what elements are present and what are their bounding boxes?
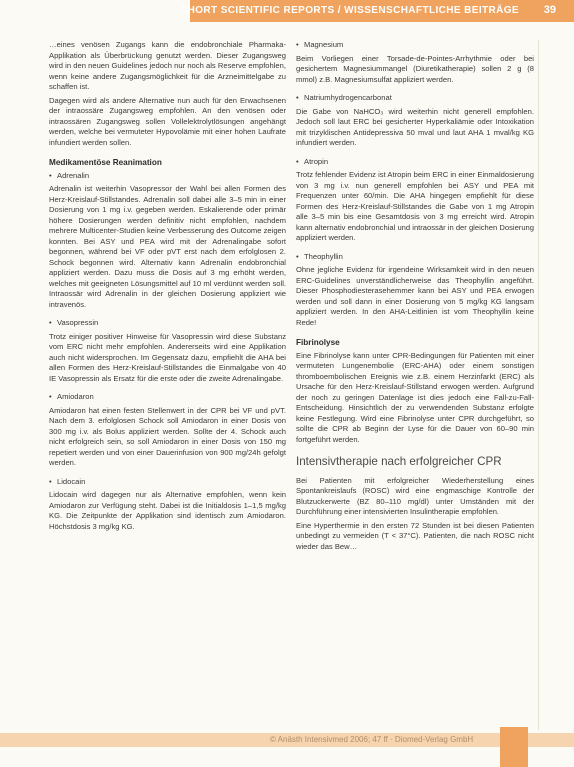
page-number: 39 bbox=[543, 4, 556, 16]
lidocain-block bbox=[49, 477, 286, 533]
natrium-block bbox=[296, 93, 534, 149]
theophyllin-block bbox=[296, 252, 534, 329]
fibrinolyse-text: Eine Fibrinolyse kann unter CPR-Bedingungen für Patienten mit einer vermuteten Lungenembolie (ERC-AHA) oder einem sonstigen thromboembolischen Ereignis wie z.B. einem Herzinfarkt (ERC) als Ursache für den Herz-Kreislauf-Stillstand erwogen werden. Aufgrund der noch zu geringen Datenlage ist dies jedoch eine Fall-zu-Fall-Entscheidung. Hinsichtlich der zu verwendenden Substanz erfolgte keine Festlegung. Wird eine Fibrinolyse unter CPR durchgeführt, so sollte die CPR ab Beginn der Lyse für die Dauer von 60–90 min fortgeführt werden. bbox=[296, 350, 534, 444]
page-header bbox=[0, 0, 574, 22]
bullet-icon: • bbox=[49, 392, 52, 401]
theophyllin-text: Ohne jegliche Evidenz für irgendeine Wirksamkeit wird in den neuen ERC-Guidelines unverständlicherweise das Theophyllin angeführt. Dieser Phosphodiesterasehemmer kann bei ASY und PEA erwogen werden und soll dann in einer Dosierung von 5 mg/kg KG langsam appliziert werden. In den AHA-Leitlinien ist vom Theophyllin keine Rede! bbox=[296, 265, 534, 327]
header-band bbox=[180, 0, 574, 22]
left-column bbox=[49, 40, 286, 540]
amiodaron-text: Amiodaron hat einen festen Stellenwert in der CPR bei VF und pVT. Nach dem 3. erfolglosen Schock soll Amiodaron in einer Dosis von 300 mg i.v. als Bolus appliziert werden. Sollte der 4. Schock auch nicht erfolgreich sein, so soll Amiodaron in einer Dosis von 150 mg repetiert werden und von einer Dauerinfusion von 900 mg/24h gefolgt werden. bbox=[49, 405, 286, 467]
amiodaron-title: • Amiodaron bbox=[49, 392, 94, 401]
intro-paragraph-2: Dagegen wird als andere Alternative nun auch für den Erwachsenen der intraossäre Zugangsweg empfohlen. An den venösen oder intraossären Zugangsweg sollen Vollelektrolytlösungen angehängt werden, welche bei vermuteter Hypovolämie mit einer hohen Laufrate infundiert werden sollen. bbox=[49, 95, 286, 147]
magnesium-text: Beim Vorliegen einer Torsade-de-Pointes-Arrhythmie oder bei gesichertem Magnesiummangel (Diuretikatherapie) sollen 2 g (8 mmol) z.B. Magnesiumsulfat appliziert werden. bbox=[296, 53, 534, 84]
page-footer bbox=[0, 733, 574, 765]
intro-paragraph-1: …eines venösen Zugangs kann die endobronchiale Pharmaka-Applikation als Überbrückung genutzt werden. Dieser Zugangsweg wird in den neuen Guidelines jedoch nur noch als Reserve empfohlen, wenn keine andere Zugangsmöglichkeit für die Arzneimittelgabe zu schaffen ist. bbox=[49, 40, 286, 91]
natrium-text: Die Gabe von NaHCO₃ wird weiterhin nicht generell empfohlen. Jedoch soll laut ERC bei gesicherter Hyperkaliämie oder Intoxikation mit trizyklischen Antidepressiva 50 mval und laut AHA 1 mval/kg KG infundiert werden. bbox=[296, 106, 534, 147]
intensiv-paragraph-2: Eine Hyperthermie in den ersten 72 Stunden ist bei diesen Patienten unbedingt zu vermeiden (T < 37°C). Patienten, die nach ROSC nicht wieder das Bew… bbox=[296, 520, 534, 551]
margin-divider bbox=[538, 40, 539, 730]
magnesium-title: • Magnesium bbox=[296, 40, 344, 49]
bullet-icon: • bbox=[296, 40, 299, 49]
adrenalin-block bbox=[49, 171, 286, 311]
bullet-icon: • bbox=[296, 93, 299, 102]
atropin-text: Trotz fehlender Evidenz ist Atropin beim ERC in einer Einmaldosierung von 3 mg i.v. nun generell empfohlen bei ASY und PEA mit Frequenzen unter 60/min. Die AHA hingegen empfiehlt für diese Formen des Herz-Kreislauf-Stillstandes die Gabe von 1 mg Atropin alle 3–5 min bis eine Gesamtdosis von 3 mg erreicht wird. Atropin kann alternativ endobronchial und intraossär in der gleichen Dosierung appliziert werden. bbox=[296, 170, 534, 242]
atropin-title: • Atropin bbox=[296, 156, 329, 166]
intensiv-heading: Intensivtherapie nach erfolgreicher CPR bbox=[296, 455, 502, 468]
intensiv-paragraph-1: Bei Patienten mit erfolgreicher Wiederherstellung eines Spontankreislaufs (ROSC) wird eine engmaschige Kontrolle der Blutzuckerwerte (BZ 80–110 mg/dl) unter Umständen mit der Durchführung einer intensivierten Insulintherapie empfohlen. bbox=[296, 475, 534, 516]
lidocain-title: • Lidocain bbox=[49, 476, 86, 486]
vasopressin-title: • Vasopressin bbox=[49, 318, 99, 327]
right-column bbox=[296, 40, 534, 555]
atropin-block bbox=[296, 157, 534, 244]
vasopressin-text: Trotz einiger positiver Hinweise für Vasopressin wird diese Substanz vom ERC nicht mehr empfohlen. Andererseits wird eine Applikation auch nicht widersprochen. Im Gegensatz dazu, empfiehlt die AHA bei allen Formen des Herz-Kreislauf-Stillstandes die Einmalgabe von 40 IE Vasopressin als Ersatz für die erste oder die zweite Adrenalingabe. bbox=[49, 331, 286, 383]
fibrinolyse-heading: Fibrinolyse bbox=[296, 338, 340, 347]
theophyllin-title: • Theophyllin bbox=[296, 251, 343, 261]
adrenalin-text: Adrenalin ist weiterhin Vasopressor der Wahl bei allen Formen des Herz-Kreislauf-Stillstandes. Adrenalin soll dabei alle 3–5 min in einer Dosierung von 1 mg i.v. gegeben werden. Eskalierende oder primär höhere Dosierungen werden definitiv nicht empfohlen, nachdem mehrere Multicenter-Studien keine Verbesserung des Outcome zeigen konnten. Bei ASY und PEA wird mit der Adrenalingabe sofort begonnen, während bei VF oder pVT erst nach dem erfolglosen 2. Schock begonnen wird. Alternativ kann Adrenalin endobronchial appliziert werden. Dazu muss die Dosis auf 3 mg erhöht werden, welches mit geeigneten Lösungsmittel auf 10 ml verdünnt werden soll. Intraossär wird Adrenalin in der gleichen Dosierung appliziert wie intravenös. bbox=[49, 184, 286, 309]
bullet-icon: • bbox=[296, 156, 299, 166]
amiodaron-block bbox=[49, 392, 286, 469]
lidocain-text: Lidocain wird dagegen nur als Alternative empfohlen, wenn kein Amiodaron zur Verfügung steht. Dabei ist die Initialdosis 1–1,5 mg/kg KG. Die Zeitpunkte der Applikation sind identisch zum Amiodaron. Höchstdosis 3 mg/kg KG. bbox=[49, 490, 286, 531]
magnesium-block bbox=[296, 40, 534, 85]
running-title: SHORT SCIENTIFIC REPORTS / WISSENSCHAFTLICHE BEITRÄGE bbox=[180, 5, 519, 16]
section-heading: Medikamentöse Reanimation bbox=[49, 158, 162, 167]
adrenalin-title: • Adrenalin bbox=[49, 170, 90, 180]
footer-tab bbox=[500, 727, 528, 767]
bullet-icon: • bbox=[49, 476, 52, 486]
footer-copyright: © Anästh Intensivmed 2006; 47 ff · Diomed-Verlag GmbH bbox=[270, 735, 474, 744]
bullet-icon: • bbox=[49, 318, 52, 327]
vasopressin-block bbox=[49, 318, 286, 384]
bullet-icon: • bbox=[296, 251, 299, 261]
footer-band bbox=[0, 733, 574, 747]
bullet-icon: • bbox=[49, 170, 52, 180]
natrium-title: • Natriumhydrogencarbonat bbox=[296, 93, 392, 102]
